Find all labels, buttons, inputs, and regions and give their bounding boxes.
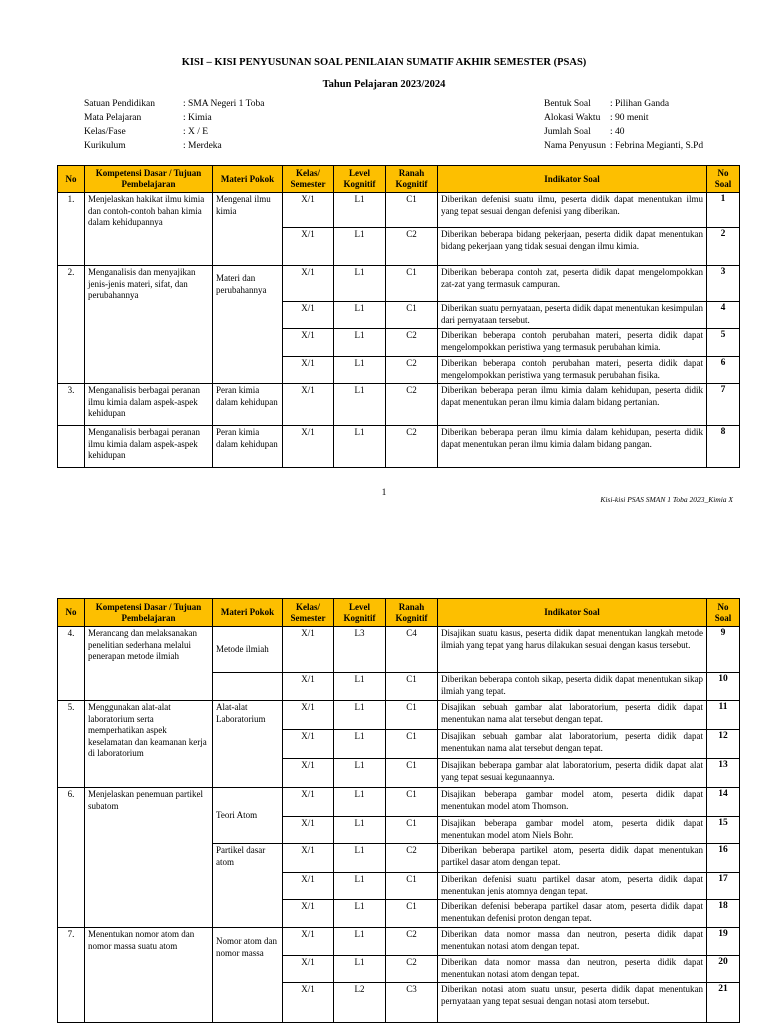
indikator-cell: Diberikan beberapa contoh perubahan materi, peserta didik dapat mengelompokkan peristiwa yang termasuk perubahan kimia. (438, 329, 707, 357)
row-number: 3. (58, 384, 85, 426)
indikator-cell: Diberikan beberapa peran ilmu kimia dalam kehidupan, peserta didik dapat menentukan peran ilmu kimia dalam bidang pangan. (438, 426, 707, 468)
materi-cell: Partikel dasar atom (213, 844, 283, 928)
level-cell: L1 (334, 357, 386, 384)
indikator-cell: Diberikan defenisi suatu partikel dasar atom, peserta didik dapat menentukan jenis atomnya dengan tepat. (438, 873, 707, 900)
ranah-cell: C1 (386, 673, 438, 701)
kompetensi-cell: Menganalisis berbagai peranan ilmu kimia dalam aspek-aspek kehidupan (85, 426, 213, 468)
kelas-cell: X/1 (283, 193, 334, 228)
level-cell: L1 (334, 928, 386, 956)
soal-number-cell: 18 (707, 900, 740, 928)
table-row (58, 928, 740, 956)
ranah-cell: C4 (386, 627, 438, 673)
soal-number-cell: 11 (707, 701, 740, 730)
indikator-cell: Diberikan beberapa contoh zat, peserta didik dapat mengelompokkan zat-zat yang termasuk campuran. (438, 266, 707, 302)
ranah-cell: C1 (386, 730, 438, 759)
kelas-cell: X/1 (283, 788, 334, 817)
indikator-cell: Diberikan beberapa contoh sikap, peserta didik dapat menentukan sikap ilmiah yang tepat. (438, 673, 707, 701)
level-cell: L1 (334, 329, 386, 357)
meta-row: Jumlah Soal : 40 (544, 127, 625, 137)
row-number (58, 426, 85, 468)
indikator-cell: Disajikan beberapa gambar model atom, peserta didik dapat menentukan model atom Niels Bohr. (438, 817, 707, 844)
meta-row: Mata Pelajaran : Kimia (84, 113, 212, 123)
soal-number-cell: 15 (707, 817, 740, 844)
level-cell: L1 (334, 228, 386, 266)
row-number: 2. (58, 266, 85, 384)
table-row (58, 193, 740, 228)
table-row (58, 788, 740, 817)
table-row (58, 426, 740, 468)
level-cell: L1 (334, 302, 386, 329)
soal-number-cell: 10 (707, 673, 740, 701)
header-no: No (58, 599, 85, 627)
ranah-cell: C2 (386, 956, 438, 983)
header-indikator: Indikator Soal (438, 166, 707, 193)
soal-number-cell: 16 (707, 844, 740, 873)
table-row (58, 266, 740, 302)
materi-cell: Materi dan perubahannya (213, 266, 283, 384)
header-ranah: Ranah Kognitif (386, 166, 438, 193)
table-header-row (58, 166, 740, 193)
header-no-soal: No Soal (707, 166, 740, 193)
kompetensi-cell: Menganalisis berbagai peranan ilmu kimia dalam aspek-aspek kehidupan (85, 384, 213, 426)
soal-number-cell: 21 (707, 983, 740, 1023)
level-cell: L1 (334, 788, 386, 817)
indikator-cell: Diberikan data nomor massa dan neutron, peserta didik dapat menentukan notasi atom dengan tepat. (438, 928, 707, 956)
kompetensi-cell: Menjelaskan penemuan partikel subatom (85, 788, 213, 928)
indikator-cell: Diberikan beberapa contoh perubahan materi, peserta didik dapat mengelompokkan peristiwa yang termasuk perubahan fisika. (438, 357, 707, 384)
ranah-cell: C2 (386, 228, 438, 266)
kompetensi-cell: Menentukan nomor atom dan nomor massa suatu atom (85, 928, 213, 1023)
row-number: 1. (58, 193, 85, 266)
header-materi: Materi Pokok (213, 599, 283, 627)
ranah-cell: C1 (386, 817, 438, 844)
footer-source: Kisi-kisi PSAS SMAN 1 Toba 2023_Kimia X (600, 495, 733, 504)
level-cell: L1 (334, 384, 386, 426)
level-cell: L1 (334, 844, 386, 873)
kelas-cell: X/1 (283, 983, 334, 1023)
ranah-cell: C1 (386, 701, 438, 730)
meta-row: Satuan Pendidikan : SMA Negeri 1 Toba (84, 99, 265, 109)
ranah-cell: C2 (386, 329, 438, 357)
header-kompetensi: Kompetensi Dasar / Tujuan Pembelajaran (85, 166, 213, 193)
indikator-cell: Disajikan suatu kasus, peserta didik dapat menentukan langkah metode ilmiah yang tepat yang harus dilakukan sesuai dengan kasus tersebut. (438, 627, 707, 673)
kompetensi-cell: Menjelaskan hakikat ilmu kimia dan contoh-contoh bahan kimia dalam kehidupannya (85, 193, 213, 266)
materi-cell: Teori Atom (213, 788, 283, 844)
kelas-cell: X/1 (283, 817, 334, 844)
page-number: 1 (381, 488, 387, 498)
ranah-cell: C2 (386, 357, 438, 384)
materi-cell: Alat-alat Laboratorium (213, 701, 283, 788)
ranah-cell: C2 (386, 844, 438, 873)
document-title: KISI – KISI PENYUSUNAN SOAL PENILAIAN SUMATIF AKHIR SEMESTER (PSAS) (181, 57, 587, 68)
soal-number-cell: 2 (707, 228, 740, 266)
kelas-cell: X/1 (283, 730, 334, 759)
level-cell: L2 (334, 983, 386, 1023)
kelas-cell: X/1 (283, 956, 334, 983)
kelas-cell: X/1 (283, 673, 334, 701)
ranah-cell: C1 (386, 759, 438, 788)
soal-number-cell: 19 (707, 928, 740, 956)
meta-info-right (544, 97, 703, 153)
ranah-cell: C2 (386, 426, 438, 468)
level-cell: L1 (334, 673, 386, 701)
level-cell: L3 (334, 627, 386, 673)
soal-number-cell: 12 (707, 730, 740, 759)
meta-row: Nama Penyusun : Febrina Megianti, S.Pd (544, 141, 704, 151)
meta-row: Kelas/Fase : X / E (84, 127, 209, 137)
indikator-cell: Diberikan data nomor massa dan neutron, peserta didik dapat menentukan notasi atom dengan tepat. (438, 956, 707, 983)
header-level: Level Kognitif (334, 599, 386, 627)
meta-row: Kurikulum : Merdeka (84, 141, 222, 151)
kelas-cell: X/1 (283, 873, 334, 900)
materi-cell: Peran kimia dalam kehidupan (213, 426, 283, 468)
kelas-cell: X/1 (283, 928, 334, 956)
materi-cell: Metode ilmiah (213, 627, 283, 673)
table-row (58, 701, 740, 730)
soal-number-cell: 4 (707, 302, 740, 329)
indikator-cell: Diberikan defenisi suatu ilmu, peserta didik dapat menentukan ilmu yang tepat sesuai dengan defenisi yang diberikan. (438, 193, 707, 228)
level-cell: L1 (334, 730, 386, 759)
kelas-cell: X/1 (283, 759, 334, 788)
meta-row: Bentuk Soal : Pilihan Ganda (544, 99, 670, 109)
kisi-table-page-2 (57, 598, 740, 1023)
indikator-cell: Diberikan beberapa partikel atom, peserta didik dapat menentukan partikel dasar atom dengan tepat. (438, 844, 707, 873)
row-number: 7. (58, 928, 85, 1023)
indikator-cell: Disajikan beberapa gambar alat laboratorium, peserta didik dapat alat yang tepat sesuai kegunaannya. (438, 759, 707, 788)
kelas-cell: X/1 (283, 329, 334, 357)
level-cell: L1 (334, 900, 386, 928)
kelas-cell: X/1 (283, 701, 334, 730)
ranah-cell: C1 (386, 302, 438, 329)
soal-number-cell: 6 (707, 357, 740, 384)
indikator-cell: Disajikan sebuah gambar alat laboratorium, peserta didik dapat menentukan nama alat tersebut dengan tepat. (438, 701, 707, 730)
materi-cell-empty (213, 673, 283, 701)
row-number: 4. (58, 627, 85, 701)
soal-number-cell: 1 (707, 193, 740, 228)
soal-number-cell: 17 (707, 873, 740, 900)
header-kompetensi: Kompetensi Dasar / Tujuan Pembelajaran (85, 599, 213, 627)
indikator-cell: Diberikan beberapa peran ilmu kimia dalam kehidupan, peserta didik dapat menentukan peran ilmu kimia dalam bidang pertanian. (438, 384, 707, 426)
soal-number-cell: 14 (707, 788, 740, 817)
ranah-cell: C2 (386, 384, 438, 426)
header-kelas: Kelas/ Semester (283, 166, 334, 193)
meta-row: Alokasi Waktu : 90 menit (544, 113, 649, 123)
soal-number-cell: 8 (707, 426, 740, 468)
header-kelas: Kelas/ Semester (283, 599, 334, 627)
row-number: 6. (58, 788, 85, 928)
kelas-cell: X/1 (283, 384, 334, 426)
ranah-cell: C1 (386, 193, 438, 228)
level-cell: L1 (334, 759, 386, 788)
kelas-cell: X/1 (283, 302, 334, 329)
indikator-cell: Diberikan defenisi beberapa partikel dasar atom, peserta didik dapat menentukan defenisi proton dengan tepat. (438, 900, 707, 928)
materi-cell: Mengenal ilmu kimia (213, 193, 283, 266)
kompetensi-cell: Menggunakan alat-alat laboratorium serta memperhatikan aspek keselamatan dan keamanan kerja di laboratorium (85, 701, 213, 788)
level-cell: L1 (334, 701, 386, 730)
kelas-cell: X/1 (283, 357, 334, 384)
kelas-cell: X/1 (283, 228, 334, 266)
soal-number-cell: 20 (707, 956, 740, 983)
kelas-cell: X/1 (283, 266, 334, 302)
soal-number-cell: 3 (707, 266, 740, 302)
ranah-cell: C1 (386, 788, 438, 817)
indikator-cell: Diberikan notasi atom suatu unsur, peserta didik dapat menentukan pernyataan yang tepat sesuai dengan notasi atom tersebut. (438, 983, 707, 1023)
level-cell: L1 (334, 873, 386, 900)
materi-cell: Nomor atom dan nomor massa (213, 928, 283, 1023)
ranah-cell: C3 (386, 983, 438, 1023)
indikator-cell: Disajikan sebuah gambar alat laboratorium, peserta didik dapat menentukan nama alat tersebut dengan tepat. (438, 730, 707, 759)
soal-number-cell: 13 (707, 759, 740, 788)
soal-number-cell: 5 (707, 329, 740, 357)
soal-number-cell: 9 (707, 627, 740, 673)
level-cell: L1 (334, 193, 386, 228)
document-subtitle: Tahun Pelajaran 2023/2024 (322, 79, 446, 90)
soal-number-cell: 7 (707, 384, 740, 426)
materi-cell: Peran kimia dalam kehidupan (213, 384, 283, 426)
ranah-cell: C2 (386, 928, 438, 956)
level-cell: L1 (334, 266, 386, 302)
header-level: Level Kognitif (334, 166, 386, 193)
ranah-cell: C1 (386, 266, 438, 302)
kelas-cell: X/1 (283, 900, 334, 928)
header-ranah: Ranah Kognitif (386, 599, 438, 627)
kisi-table-page-1 (57, 165, 740, 468)
row-number: 5. (58, 701, 85, 788)
table-header-row (58, 599, 740, 627)
level-cell: L1 (334, 426, 386, 468)
table-row (58, 627, 740, 673)
ranah-cell: C1 (386, 900, 438, 928)
meta-info-left (84, 97, 265, 153)
page-gap (0, 520, 768, 600)
kelas-cell: X/1 (283, 844, 334, 873)
level-cell: L1 (334, 956, 386, 983)
indikator-cell: Diberikan suatu pernyataan, peserta didik dapat menentukan kesimpulan dari pernyataan tersebut. (438, 302, 707, 329)
indikator-cell: Diberikan beberapa bidang pekerjaan, peserta didik dapat menentukan bidang pekerjaan yang tidak sesuai dengan ilmu kimia. (438, 228, 707, 266)
header-materi: Materi Pokok (213, 166, 283, 193)
header-no-soal: No Soal (707, 599, 740, 627)
kompetensi-cell: Merancang dan melaksanakan penelitian sederhana melalui penerapan metode ilmiah (85, 627, 213, 701)
header-no: No (58, 166, 85, 193)
header-indikator: Indikator Soal (438, 599, 707, 627)
level-cell: L1 (334, 817, 386, 844)
kelas-cell: X/1 (283, 627, 334, 673)
kompetensi-cell: Menganalisis dan menyajikan jenis-jenis materi, sifat, dan perubahannya (85, 266, 213, 384)
indikator-cell: Disajikan beberapa gambar model atom, peserta didik dapat menentukan model atom Thomson. (438, 788, 707, 817)
table-row (58, 384, 740, 426)
ranah-cell: C1 (386, 873, 438, 900)
kelas-cell: X/1 (283, 426, 334, 468)
